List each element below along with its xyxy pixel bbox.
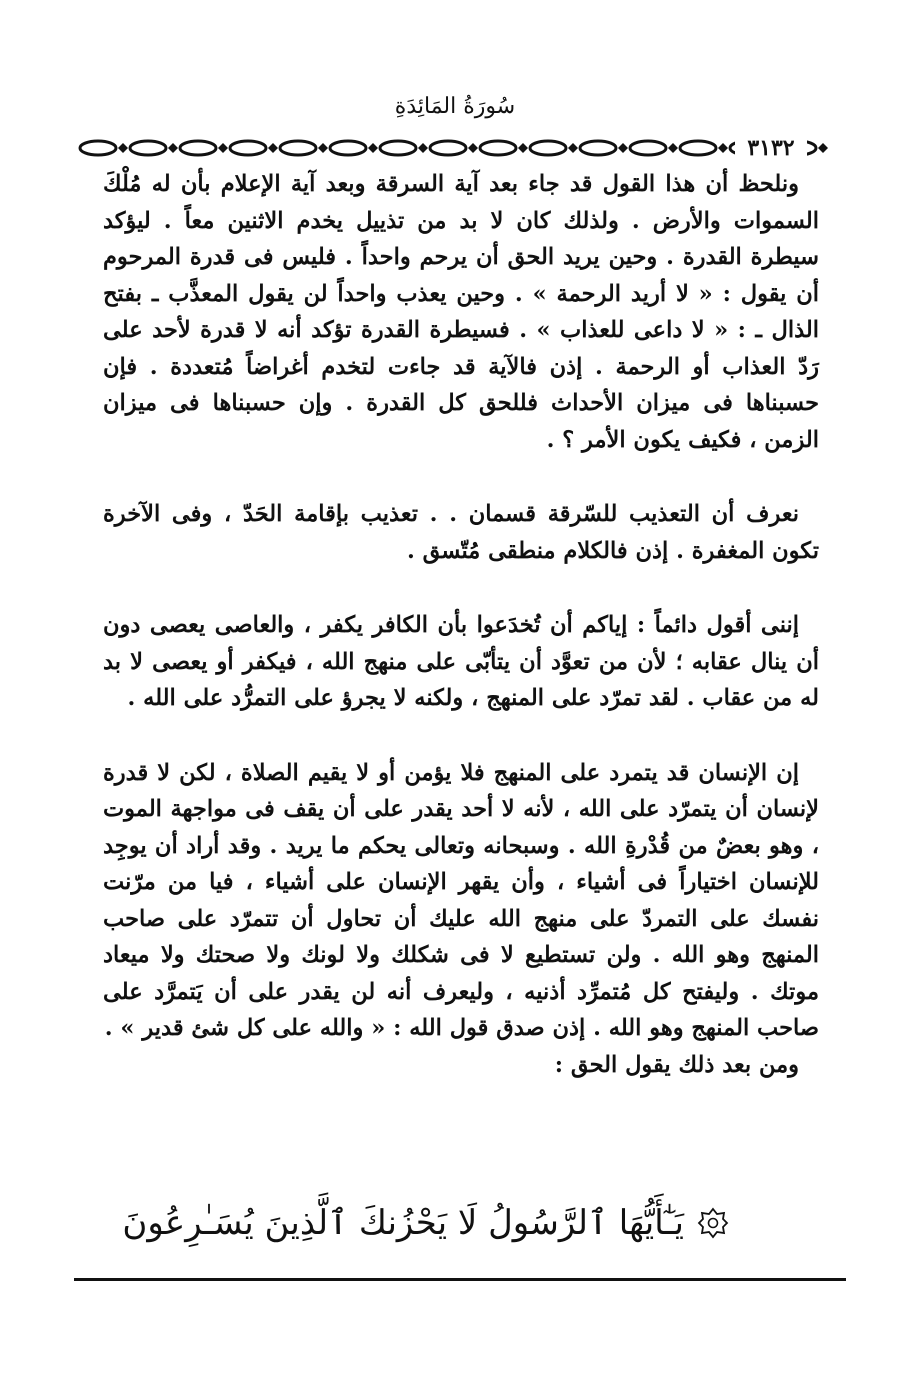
chain-diamond (468, 143, 478, 153)
chain-diamond (818, 143, 828, 153)
surah-title: سُورَةُ المَائِدَةِ (394, 94, 516, 119)
quran-verse (122, 1193, 730, 1253)
chain-diamond (668, 143, 678, 153)
chain-link (230, 141, 266, 155)
chain-link (380, 141, 416, 155)
paragraph-4: إن الإنسان قد يتمرد على المنهج فلا يؤمن أو لا يقيم الصلاة ، لكن لا قدرة لإنسان أن يتمرّد على الله ، لأنه لا أحد يقدر على أن يقف فى مواجهة الموت ، وهو بعضٌ من قُدْرةِ الله . وسبحانه وتعالى يحكم ما يريد . وقد أراد أن يوجِد للإنسان اختياراً فى أشياء ، وأن يقهر الإنسان على أشياء ، فيا من مرّنت نفسك على التمردّ على منهج الله عليك أن تحاول أن تتمرّد على صاحب المنهج وهو الله . ولن تستطيع لا فى شكلك ولا لونك ولا صحتك ولا ميعاد موتك . وليفتح كل مُتمرِّد أذنيه ، وليعرف أنه لن يقدر على أن يَتمرَّد على صاحب المنهج وهو الله . إذن صدق قول الله : « والله على كل شئ قدير » . (103, 759, 819, 1041)
chain-link (430, 141, 466, 155)
chain-diamond (118, 143, 128, 153)
chain-diamond (318, 143, 328, 153)
verse-text: يَـٰٓأَيُّهَا ٱلرَّسُولُ لَا يَحْزُنكَ ٱلَّذِينَ يُسَـٰرِعُونَ (122, 1203, 684, 1243)
chain-diamond (268, 143, 278, 153)
chain-diamond (368, 143, 378, 153)
verse-ornament-icon (696, 1206, 730, 1240)
chain-link (530, 141, 566, 155)
page-number: ٣١٣٢ (735, 133, 807, 163)
chain-diamond (218, 143, 228, 153)
chain-link (180, 141, 216, 155)
chain-diamond (518, 143, 528, 153)
paragraph-1: ونلحظ أن هذا القول قد جاء بعد آية السرقة وبعد آية الإعلام بأن له مُلْكَ السموات والأرض . ولذلك كان لا بد من تذييل يخدم الاثنين معاً . ليؤكد سيطرة القدرة . وحين يريد الحق أن يرحم واحداً . فليس فى قدرة المرحوم أن يقول : « لا أريد الرحمة » . وحين يعذب واحداً لن يقول المعذَّب ـ بفتح الذال ـ : « لا داعى للعذاب » . فسيطرة القدرة تؤكد أنه لا قدرة لأحد على رَدّ العذاب أو الرحمة . إذن فالآية قد جاءت لتخدم أغراضاً مُتعددة . فإن حسبناها فى ميزان الأحداث فللحق كل القدرة . وإن حسبناها فى ميزان الزمن ، فكيف يكون الأمر ؟ . (103, 171, 819, 453)
chain-link (480, 141, 516, 155)
transition-line: ومن بعد ذلك يقول الحق : (554, 1051, 799, 1078)
chain-link (580, 141, 616, 155)
chain-diamond (718, 143, 728, 153)
bottom-rule (74, 1278, 846, 1281)
chain-link (680, 141, 716, 155)
chain-link (280, 141, 316, 155)
chain-diamond (418, 143, 428, 153)
paragraph-2: نعرف أن التعذيب للسّرقة قسمان . . تعذيب بإقامة الحَدّ ، وفى الآخرة تكون المغفرة . إذن فالكلام منطقى مُتّسق . (103, 501, 819, 564)
chain-link (630, 141, 666, 155)
ornamental-border (78, 133, 836, 163)
chain-diamond (568, 143, 578, 153)
paragraph-3: إننى أقول دائماً : إياكم أن تُخدَعوا بأن الكافر يكفر ، والعاصى يعصى دون أن ينال عقابه ؛ لأن من تعوَّد أن يتأبّى على منهج الله ، فيكفر أو يعصى لا بد له من عقاب . لقد تمرّد على المنهج ، ولكنه لا يجرؤ على التمرُّد على الله . (103, 612, 819, 711)
chain-link (130, 141, 166, 155)
commentary-text (103, 166, 819, 1083)
chain-link (80, 141, 116, 155)
chain-link (330, 141, 366, 155)
chain-ornament-icon (78, 133, 836, 163)
chain-diamond (168, 143, 178, 153)
chain-diamond (618, 143, 628, 153)
